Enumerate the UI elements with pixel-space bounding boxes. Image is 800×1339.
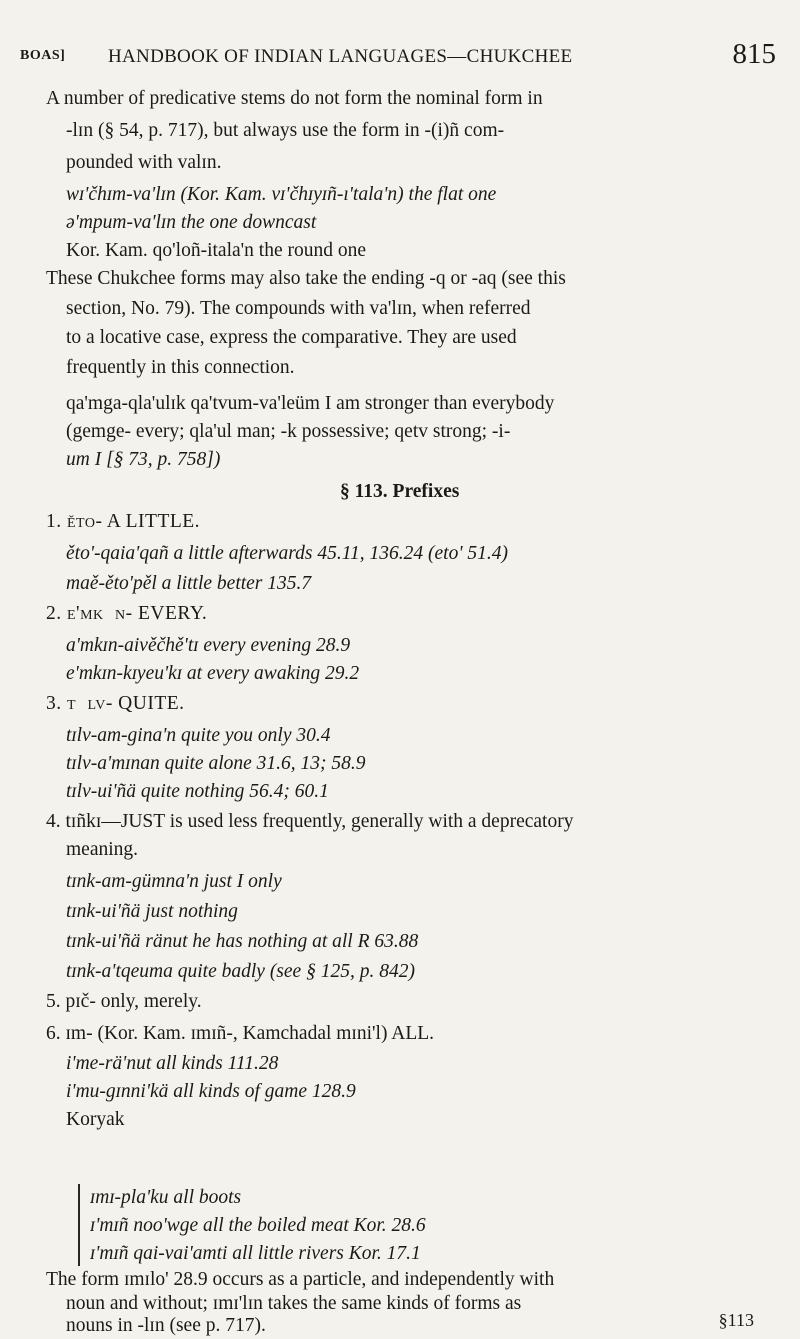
prefix-heading: 3. tɪlv- QUITE. <box>46 693 185 714</box>
example-line: i'me-rä'nut all kinds 111.28 <box>66 1053 279 1074</box>
text-line: These Chukchee forms may also take the ending -q or -aq (see this <box>46 268 566 289</box>
text-line: The form ɪmɪlo' 28.9 occurs as a particle, and independently with <box>46 1269 555 1290</box>
text-line: -lɪn (§ 54, p. 717), but always use the form in -(i)ñ com- <box>66 120 505 141</box>
example-line: maě-ěto'pěl a little better 135.7 <box>66 573 312 594</box>
example-line: tɪlv-a'mɪnan quite alone 31.6, 13; 58.9 <box>66 753 366 774</box>
prefix-heading: 2. e'mkɪn- EVERY. <box>46 603 208 624</box>
example-line: tɪnk-am-gümna'n just I only <box>66 871 282 892</box>
running-header <box>20 36 776 76</box>
example-line: tɪnk-a'tqeuma quite badly (see § 125, p. 842) <box>66 961 415 982</box>
text-line: Koryak <box>66 1109 125 1130</box>
example-line: e'mkɪn-kɪyeu'kɪ at every awaking 29.2 <box>66 663 360 684</box>
text-line: meaning. <box>66 839 139 860</box>
text-line: section, No. 79). The compounds with va'lɪn, when referred <box>66 298 531 319</box>
text-line: to a locative case, express the comparative. They are used <box>66 327 517 348</box>
prefix-heading: 4. tɪñkɪ—JUST is used less frequently, generally with a deprecatory <box>46 811 574 832</box>
prefix-heading: 6. ɪm- (Kor. Kam. ɪmɪñ-, Kamchadal mɪni'l) ALL. <box>46 1023 435 1044</box>
section-heading: § 113. Prefixes <box>340 481 460 502</box>
example-line: wɪ'čhɪm-va'lɪn (Kor. Kam. vɪ'čhɪyɪñ-ı'tala'n) the flat one <box>66 184 497 205</box>
example-line: ə'mpum-va'lɪn the one downcast <box>66 212 317 233</box>
example-line: qa'mga-qla'ulɪk qa'tvum-va'lеüm I am stronger than everybody <box>66 393 555 414</box>
text-line: nouns in -lɪn (see p. 717). <box>66 1315 266 1336</box>
example-line: (gemge- every; qla'ul man; -k possessive; qetv strong; -i- <box>66 421 511 442</box>
text-line: noun and without; ɪmɪ'lɪn takes the same kinds of forms as <box>66 1293 522 1314</box>
example-line: ɪmɪ-pla'ku all boots <box>90 1187 242 1208</box>
text-line: frequently in this connection. <box>66 357 295 378</box>
example-line: tɪnk-ui'ñä ränut he has nothing at all R 63.88 <box>66 931 419 952</box>
text-line: A number of predicative stems do not form the nominal form in <box>46 88 543 109</box>
header-author: BOAS] <box>20 48 66 63</box>
example-line: tɪlv-ui'ñä quite nothing 56.4; 60.1 <box>66 781 329 802</box>
example-line: ɪ'mɪñ noo'wge all the boiled meat Kor. 28.6 <box>90 1215 426 1236</box>
example-line: um I [§ 73, p. 758]) <box>66 449 221 470</box>
example-line: ěto'-qaia'qañ a little afterwards 45.11, 136.24 (eto' 51.4) <box>66 543 509 564</box>
footer-section-mark: §113 <box>718 1310 754 1330</box>
example-line: a'mkɪn-aivěčhě'tɪ every evening 28.9 <box>66 635 351 656</box>
example-line: Kor. Kam. qo'loñ-itala'n the round one <box>66 240 367 261</box>
page-number: 815 <box>732 38 776 70</box>
example-line: ɪ'mɪñ qai-vai'amti all little rivers Kor. 17.1 <box>90 1243 421 1264</box>
quote-rule <box>78 1184 80 1266</box>
prefix-heading: 5. pɪč- only, merely. <box>46 991 202 1012</box>
example-line: tɪnk-ui'ñä just nothing <box>66 901 238 922</box>
text-line: pounded with valɪn. <box>66 152 222 173</box>
prefix-heading: 1. ěto- A LITTLE. <box>46 511 201 532</box>
example-line: tɪlv-am-gina'n quite you only 30.4 <box>66 725 331 746</box>
example-line: i'mu-gɪnni'kä all kinds of game 128.9 <box>66 1081 356 1102</box>
header-title: HANDBOOK OF INDIAN LANGUAGES—CHUKCHEE <box>108 46 573 67</box>
